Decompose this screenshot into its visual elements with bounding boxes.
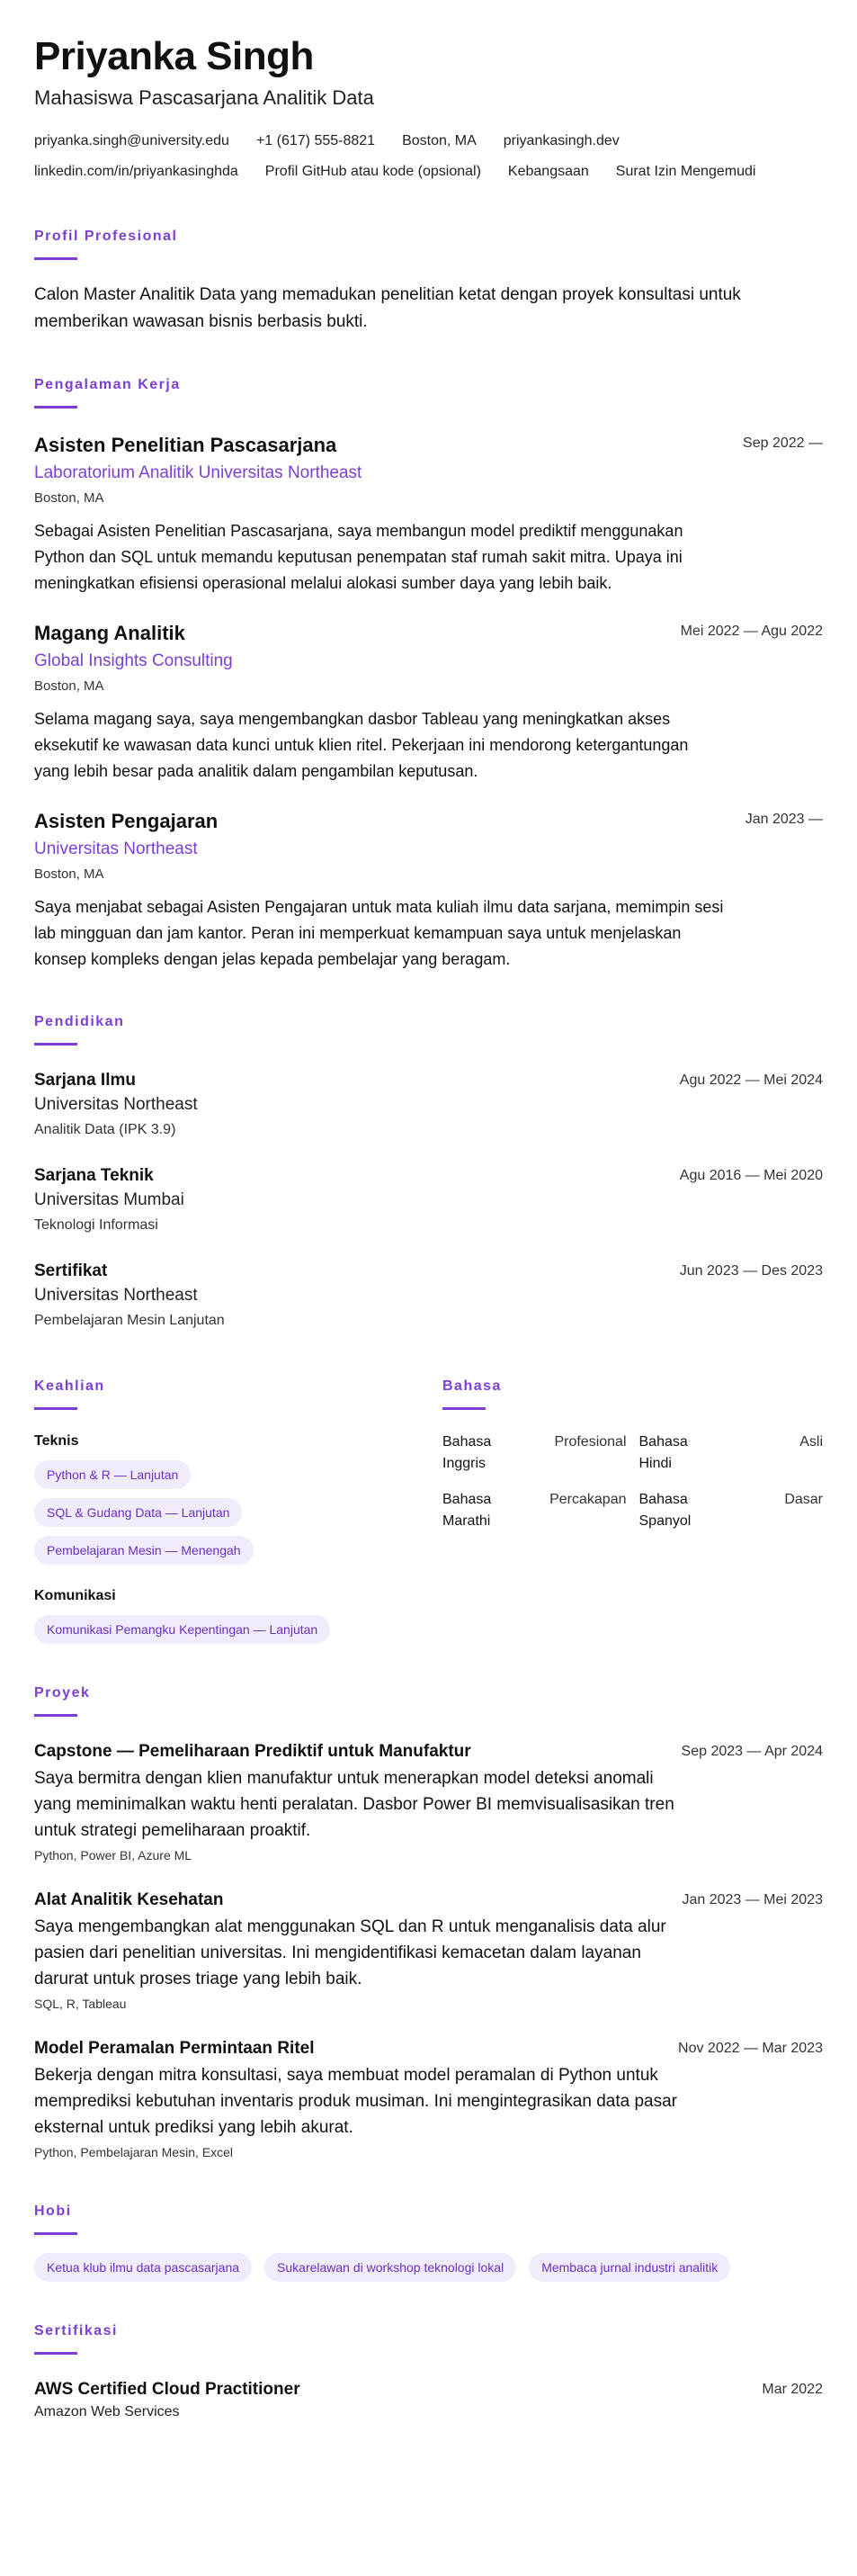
education-degree: Sarjana Teknik [34, 1166, 154, 1185]
project-description: Saya mengembangkan alat menggunakan SQL dan R untuk menganalisis data alur pasien dari penelitian universitas. Ini mengidentifikasi kemacetan dalam layanan darurat untuk proses triage yang lebih baik. [34, 1917, 666, 1988]
skill-chip-list [34, 1451, 442, 1565]
project-title: Capstone — Pemeliharaan Prediktif untuk Manufaktur [34, 1742, 471, 1761]
contact-list [34, 126, 823, 187]
section-title-experience: Pengalaman Kerja [34, 377, 181, 392]
language-level: Profesional [554, 1434, 627, 1450]
entry-description: Sebagai Asisten Penelitian Pascasarjana, saya membangun model prediktif menggunakan Python dan SQL untuk memandu keputusan penempatan staf rumah sakit mitra. Upaya ini meningkatkan efisiensi operasional melalui alokasi sumber daya yang lebih baik. [34, 522, 683, 592]
language-name: Bahasa Hindi [638, 1434, 688, 1471]
education-entry [34, 1260, 823, 1332]
education-school: Universitas Mumbai [34, 1190, 184, 1209]
education-entry [34, 1164, 823, 1236]
certification-entry [34, 2378, 823, 2423]
entry-location: Boston, MA [34, 678, 104, 694]
project-description: Saya bermitra dengan klien manufaktur untuk menerapkan model deteksi anomali yang meminimalkan waktu henti peralatan. Dasbor Power BI memvisualisasikan tren untuk strategi pemeliharaan proaktif. [34, 1769, 674, 1840]
experience-entry [34, 808, 823, 973]
website-link[interactable]: priyankasingh.dev [503, 133, 620, 148]
entry-date: Sep 2023 — Apr 2024 [681, 1744, 823, 1759]
skill-chip: Pembelajaran Mesin — Menengah [34, 1536, 254, 1565]
project-description: Bekerja dengan mitra konsultasi, saya membuat model peramalan di Python untuk memprediksi kebutuhan inventaris produk musiman. Ini mengintegrasikan data pasar eksternal untuk prediksi yang lebih akurat. [34, 2066, 677, 2137]
language-level: Percakapan [549, 1492, 627, 1507]
section-divider [34, 1714, 77, 1717]
section-title-profile: Profil Profesional [34, 229, 178, 244]
skill-chip: SQL & Gudang Data — Lanjutan [34, 1498, 242, 1527]
project-tech: Python, Pembelajaran Mesin, Excel [34, 2145, 233, 2159]
project-tech: Python, Power BI, Azure ML [34, 1848, 192, 1862]
experience-section [34, 375, 823, 973]
hobby-chip: Ketua klub ilmu data pascasarjana [34, 2253, 252, 2282]
skill-chip: Python & R — Lanjutan [34, 1460, 191, 1489]
section-divider [34, 406, 77, 408]
language-item [442, 1489, 627, 1532]
education-entry [34, 1069, 823, 1141]
drivers-license-text: Surat Izin Mengemudi [615, 164, 756, 179]
section-divider [34, 1407, 77, 1410]
entry-date: Sep 2022 — [743, 435, 823, 451]
entry-date: Jan 2023 — [745, 812, 823, 827]
project-title: Model Peramalan Permintaan Ritel [34, 2039, 315, 2058]
education-field: Analitik Data (IPK 3.9) [34, 1122, 176, 1137]
language-name: Bahasa Spanyol [638, 1492, 692, 1529]
entry-title: Asisten Pengajaran [34, 810, 219, 832]
email-link[interactable]: priyanka.singh@university.edu [34, 133, 229, 148]
experience-entry [34, 620, 823, 785]
entry-date: Agu 2022 — Mei 2024 [679, 1073, 823, 1088]
project-title: Alat Analitik Kesehatan [34, 1890, 224, 1909]
section-divider [34, 257, 77, 260]
project-entry [34, 1889, 823, 2014]
language-item [442, 1432, 627, 1475]
entry-description: Selama magang saya, saya mengembangkan dasbor Tableau yang meningkatkan akses eksekutif ke wawasan data kunci untuk klien ritel. Pekerjaan ini mendorong ketergantungan yang lebih besar pada analitik dalam pengambilan keputusan. [34, 710, 689, 780]
section-divider [34, 2232, 77, 2235]
education-section [34, 1012, 823, 1332]
entry-organization: Universitas Northeast [34, 839, 198, 858]
education-field: Teknologi Informasi [34, 1217, 158, 1233]
hobbies-section [34, 2202, 823, 2282]
candidate-title: Mahasiswa Pascasarjana Analitik Data [34, 86, 374, 109]
experience-entry [34, 432, 823, 597]
entry-date: Mar 2022 [762, 2382, 823, 2397]
entry-date: Agu 2016 — Mei 2020 [679, 1168, 823, 1183]
section-title-projects: Proyek [34, 1685, 91, 1701]
language-grid [442, 1432, 823, 1532]
education-school: Universitas Northeast [34, 1095, 198, 1114]
language-item [639, 1432, 824, 1475]
certification-issuer: Amazon Web Services [34, 2404, 180, 2419]
hobby-chip-list [34, 2253, 823, 2282]
project-entry [34, 2037, 823, 2162]
languages-section [442, 1377, 823, 1644]
entry-date: Mei 2022 — Agu 2022 [680, 624, 823, 639]
skills-languages-row [34, 1377, 823, 1644]
section-title-skills: Keahlian [34, 1378, 105, 1394]
profile-summary: Calon Master Analitik Data yang memadukan penelitian ketat dengan proyek konsultasi untuk memberikan wawasan bisnis berbasis bukti. [34, 285, 741, 331]
section-title-hobbies: Hobi [34, 2204, 72, 2219]
certification-title: AWS Certified Cloud Practitioner [34, 2380, 300, 2399]
project-tech: SQL, R, Tableau [34, 1997, 127, 2011]
language-name: Bahasa Marathi [442, 1492, 492, 1529]
language-item [639, 1489, 824, 1532]
project-entry [34, 1740, 823, 1865]
nationality-text: Kebangsaan [507, 164, 589, 179]
hobby-chip: Membaca jurnal industri analitik [529, 2253, 730, 2282]
certifications-section [34, 2321, 823, 2423]
phone-text: +1 (617) 555-8821 [255, 133, 376, 148]
language-level: Asli [799, 1434, 823, 1450]
entry-date: Jun 2023 — Des 2023 [679, 1263, 823, 1279]
section-title-languages: Bahasa [442, 1378, 502, 1394]
skill-chip: Komunikasi Pemangku Kepentingan — Lanjutan [34, 1615, 330, 1644]
entry-location: Boston, MA [34, 490, 104, 506]
entry-organization: Global Insights Consulting [34, 651, 233, 670]
section-title-certifications: Sertifikasi [34, 2323, 118, 2338]
section-divider [34, 2352, 77, 2355]
education-field: Pembelajaran Mesin Lanjutan [34, 1313, 225, 1328]
education-school: Universitas Northeast [34, 1286, 198, 1305]
entry-title: Magang Analitik [34, 622, 185, 644]
entry-date: Nov 2022 — Mar 2023 [678, 2041, 823, 2056]
language-name: Bahasa Inggris [442, 1434, 492, 1471]
entry-description: Saya menjabat sebagai Asisten Pengajaran untuk mata kuliah ilmu data sarjana, memimpin sesi lab mingguan dan jam kantor. Peran ini memperkuat kemampuan saya untuk menjelaskan konsep kompleks dengan jelas kepada pembelajar yang beragam. [34, 898, 724, 968]
projects-section [34, 1683, 823, 2162]
linkedin-link[interactable]: linkedin.com/in/priyankasinghda [34, 164, 238, 179]
skills-section [34, 1377, 442, 1644]
education-degree: Sarjana Ilmu [34, 1071, 136, 1090]
language-level: Dasar [784, 1492, 823, 1507]
skill-group-title: Teknis [34, 1433, 79, 1449]
hobby-chip: Sukarelawan di workshop teknologi lokal [264, 2253, 516, 2282]
section-title-education: Pendidikan [34, 1014, 125, 1029]
github-text: Profil GitHub atau kode (opsional) [264, 164, 481, 179]
entry-date: Jan 2023 — Mei 2023 [682, 1892, 823, 1907]
entry-organization: Laboratorium Analitik Universitas Northeast [34, 463, 362, 482]
section-divider [34, 1043, 77, 1046]
education-degree: Sertifikat [34, 1261, 108, 1280]
candidate-name: Priyanka Singh [34, 34, 314, 78]
skill-group-title: Komunikasi [34, 1588, 116, 1603]
entry-location: Boston, MA [34, 866, 104, 882]
skill-chip-list [34, 1606, 442, 1644]
entry-title: Asisten Penelitian Pascasarjana [34, 434, 337, 456]
location-text: Boston, MA [402, 133, 477, 148]
profile-section [34, 227, 823, 336]
section-divider [442, 1407, 486, 1410]
